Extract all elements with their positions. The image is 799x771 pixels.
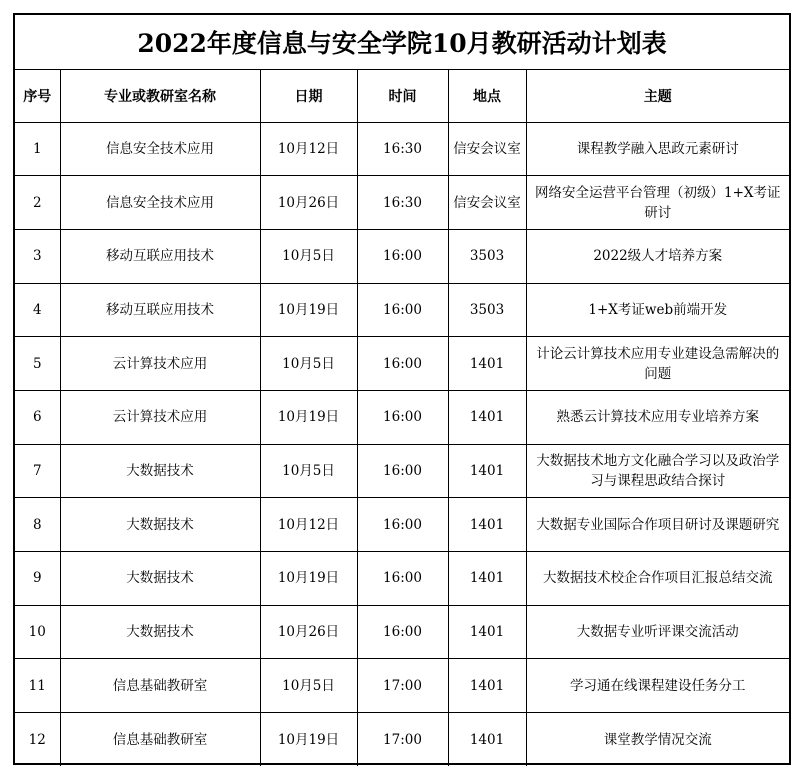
- cell-topic: 课堂教学情况交流: [526, 713, 789, 767]
- cell-time: 16:00: [357, 552, 448, 606]
- table-row: [15, 605, 789, 659]
- cell-date: 10月19日: [260, 552, 357, 606]
- header-date: 日期: [260, 70, 357, 122]
- cell-time: 16:00: [357, 390, 448, 444]
- cell-dept: 信息安全技术应用: [60, 176, 260, 230]
- cell-dept: 移动互联应用技术: [60, 229, 260, 283]
- cell-date: 10月26日: [260, 176, 357, 230]
- cell-date: 10月5日: [260, 444, 357, 498]
- cell-seq: 3: [15, 229, 60, 283]
- cell-topic: 计论云计算技术应用专业建设急需解决的问题: [526, 337, 789, 391]
- sheet-title: 2022年度信息与安全学院10月教研活动计划表: [15, 15, 789, 70]
- table-row: [15, 337, 789, 391]
- cell-topic: 学习通在线课程建设任务分工: [526, 659, 789, 713]
- cell-time: 16:00: [357, 444, 448, 498]
- cell-seq: 8: [15, 498, 60, 552]
- cell-place: 3503: [448, 229, 526, 283]
- cell-date: 10月5日: [260, 337, 357, 391]
- cell-seq: 2: [15, 176, 60, 230]
- schedule-table: [15, 70, 789, 766]
- cell-seq: 9: [15, 552, 60, 606]
- cell-topic: 网络安全运营平台管理（初级）1+X考证研讨: [526, 176, 789, 230]
- header-seq: 序号: [15, 70, 60, 122]
- table-row: [15, 283, 789, 337]
- cell-dept: 移动互联应用技术: [60, 283, 260, 337]
- cell-time: 16:30: [357, 176, 448, 230]
- cell-time: 16:00: [357, 605, 448, 659]
- cell-seq: 1: [15, 122, 60, 176]
- schedule-sheet: [13, 13, 791, 765]
- cell-place: 1401: [448, 390, 526, 444]
- cell-dept: 云计算技术应用: [60, 337, 260, 391]
- cell-dept: 大数据技术: [60, 498, 260, 552]
- cell-topic: 课程教学融入思政元素研讨: [526, 122, 789, 176]
- cell-place: 1401: [448, 659, 526, 713]
- table-row: [15, 229, 789, 283]
- table-row: [15, 122, 789, 176]
- cell-seq: 5: [15, 337, 60, 391]
- cell-time: 16:00: [357, 283, 448, 337]
- header-place: 地点: [448, 70, 526, 122]
- table-row: [15, 176, 789, 230]
- cell-dept: 信息基础教研室: [60, 713, 260, 767]
- table-row: [15, 713, 789, 767]
- cell-place: 1401: [448, 498, 526, 552]
- cell-date: 10月19日: [260, 390, 357, 444]
- cell-topic: 大数据专业国际合作项目研讨及课题研究: [526, 498, 789, 552]
- cell-place: 信安会议室: [448, 176, 526, 230]
- cell-time: 16:00: [357, 337, 448, 391]
- table-row: [15, 444, 789, 498]
- cell-topic: 大数据技术地方文化融合学习以及政治学习与课程思政结合探讨: [526, 444, 789, 498]
- cell-topic: 2022级人才培养方案: [526, 229, 789, 283]
- cell-date: 10月19日: [260, 713, 357, 767]
- header-topic: 主题: [526, 70, 789, 122]
- cell-date: 10月12日: [260, 498, 357, 552]
- cell-place: 1401: [448, 713, 526, 767]
- cell-seq: 4: [15, 283, 60, 337]
- cell-date: 10月26日: [260, 605, 357, 659]
- cell-dept: 大数据技术: [60, 444, 260, 498]
- header-row: [15, 70, 789, 122]
- cell-topic: 大数据专业听评课交流活动: [526, 605, 789, 659]
- header-dept: 专业或教研室名称: [60, 70, 260, 122]
- cell-dept: 大数据技术: [60, 552, 260, 606]
- cell-time: 16:30: [357, 122, 448, 176]
- cell-dept: 云计算技术应用: [60, 390, 260, 444]
- table-row: [15, 552, 789, 606]
- cell-place: 信安会议室: [448, 122, 526, 176]
- cell-seq: 11: [15, 659, 60, 713]
- cell-time: 16:00: [357, 229, 448, 283]
- cell-topic: 1+X考证web前端开发: [526, 283, 789, 337]
- cell-place: 1401: [448, 337, 526, 391]
- cell-dept: 信息基础教研室: [60, 659, 260, 713]
- cell-place: 1401: [448, 444, 526, 498]
- cell-topic: 熟悉云计算技术应用专业培养方案: [526, 390, 789, 444]
- cell-date: 10月19日: [260, 283, 357, 337]
- cell-seq: 12: [15, 713, 60, 767]
- cell-place: 1401: [448, 605, 526, 659]
- cell-place: 3503: [448, 283, 526, 337]
- cell-seq: 10: [15, 605, 60, 659]
- table-row: [15, 390, 789, 444]
- cell-time: 16:00: [357, 498, 448, 552]
- cell-date: 10月5日: [260, 659, 357, 713]
- cell-dept: 信息安全技术应用: [60, 122, 260, 176]
- cell-dept: 大数据技术: [60, 605, 260, 659]
- cell-seq: 7: [15, 444, 60, 498]
- cell-date: 10月5日: [260, 229, 357, 283]
- cell-place: 1401: [448, 552, 526, 606]
- cell-topic: 大数据技术校企合作项目汇报总结交流: [526, 552, 789, 606]
- table-row: [15, 498, 789, 552]
- table-row: [15, 659, 789, 713]
- cell-seq: 6: [15, 390, 60, 444]
- cell-time: 17:00: [357, 659, 448, 713]
- cell-date: 10月12日: [260, 122, 357, 176]
- header-time: 时间: [357, 70, 448, 122]
- cell-time: 17:00: [357, 713, 448, 767]
